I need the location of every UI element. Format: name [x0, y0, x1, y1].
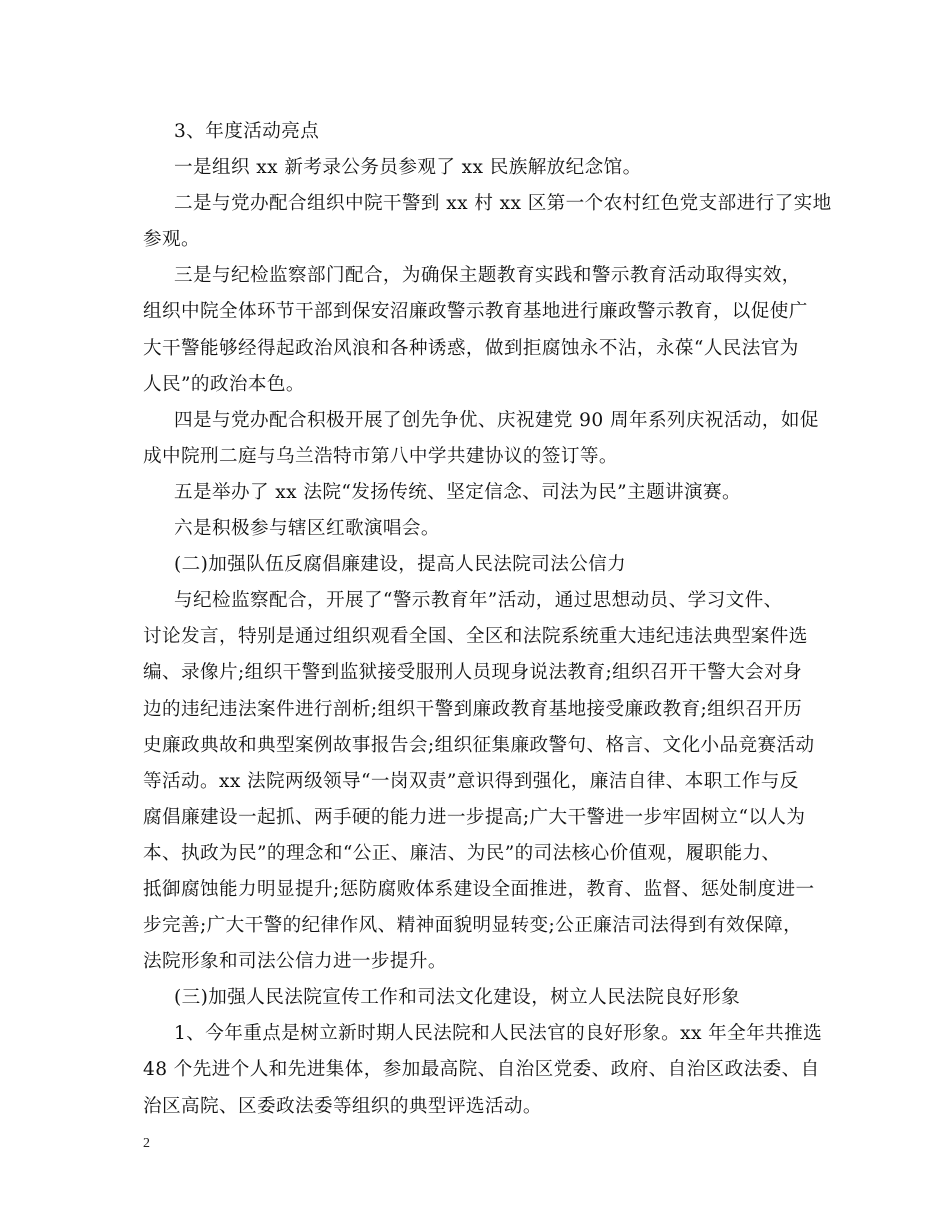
paragraph-line: 治区高院、区委政法委等组织的典型评选活动。: [143, 1095, 542, 1117]
paragraph-line: 二是与党办配合组织中院干警到 xx 村 xx 区第一个农村红色党支部进行了实地: [174, 193, 832, 215]
paragraph-line: 人民”的政治本色。: [143, 373, 305, 395]
paragraph-line: 本、执政为民”的理念和“公正、廉洁、为民”的司法核心价值观，履职能力、: [143, 842, 781, 864]
paragraph-line: 48 个先进个人和先进集体，参加最高院、自治区党委、政府、自治区政法委、自: [143, 1059, 820, 1081]
paragraph-line: 1、今年重点是树立新时期人民法院和人民法官的良好形象。xx 年全年共推选: [174, 1023, 823, 1045]
paragraph-line: 大干警能够经得起政治风浪和各种诱惑，做到拒腐蚀永不沾，永葆“人民法官为: [143, 337, 799, 359]
paragraph-line: 六是积极参与辖区红歌演唱会。: [174, 518, 440, 540]
body-text: [143, 114, 832, 1125]
paragraph-line: 成中院刑二庭与乌兰浩特市第八中学共建协议的签订等。: [143, 445, 618, 467]
paragraph-line: 步完善;广大干警的纪律作风、精神面貌明显转变;公正廉洁司法得到有效保障，: [143, 915, 803, 937]
paragraph-line: 与纪检监察配合，开展了“警示教育年”活动，通过思想动员、学习文件、: [174, 590, 783, 612]
paragraph-line: 四是与党办配合积极开展了创先争优、庆祝建党 90 周年系列庆祝活动，如促: [174, 409, 819, 431]
section-heading-anticorruption: (二)加强队伍反腐倡廉建设，提高人民法院司法公信力: [174, 554, 627, 576]
paragraph-line: 参观。: [143, 229, 200, 251]
page-number: 2: [143, 1136, 150, 1151]
paragraph-line: 史廉政典故和典型案例故事报告会;组织征集廉政警句、格言、文化小品竞赛活动: [143, 734, 815, 756]
paragraph-line: 组织中院全体环节干部到保安沼廉政警示教育基地进行廉政警示教育，以促使广: [143, 301, 808, 323]
paragraph-line: 讨论发言，特别是通过组织观看全国、全区和法院系统重大违纪违法典型案件选: [143, 626, 808, 648]
paragraph-line: 五是举办了 xx 法院“发扬传统、坚定信念、司法为民”主题讲演赛。: [174, 481, 742, 503]
paragraph-line: 法院形象和司法公信力进一步提升。: [143, 951, 447, 973]
paragraph-line: 等活动。xx 法院两级领导“一岗双责”意识得到强化，廉洁自律、本职工作与反: [143, 770, 799, 792]
paragraph-line: 腐倡廉建设一起抓、两手硬的能力进一步提高;广大干警进一步牢固树立“以人为: [143, 806, 806, 828]
paragraph-line: 边的违纪违法案件进行剖析;组织干警到廉政教育基地接受廉政教育;组织召开历: [143, 698, 803, 720]
section-heading-highlights: 3、年度活动亮点: [174, 121, 320, 142]
section-heading-publicity: (三)加强人民法院宣传工作和司法文化建设，树立人民法院良好形象: [174, 987, 741, 1009]
paragraph-line: 一是组织 xx 新考录公务员参观了 xx 民族解放纪念馆。: [174, 157, 642, 179]
paragraph-line: 编、录像片;组织干警到监狱接受服刑人员现身说法教育;组织召开干警大会对身: [143, 662, 803, 684]
paragraph-line: 三是与纪检监察部门配合，为确保主题教育实践和警示教育活动取得实效，: [174, 265, 801, 287]
paragraph-line: 抵御腐蚀能力明显提升;惩防腐败体系建设全面推进，教育、监督、惩处制度进一: [143, 878, 815, 900]
